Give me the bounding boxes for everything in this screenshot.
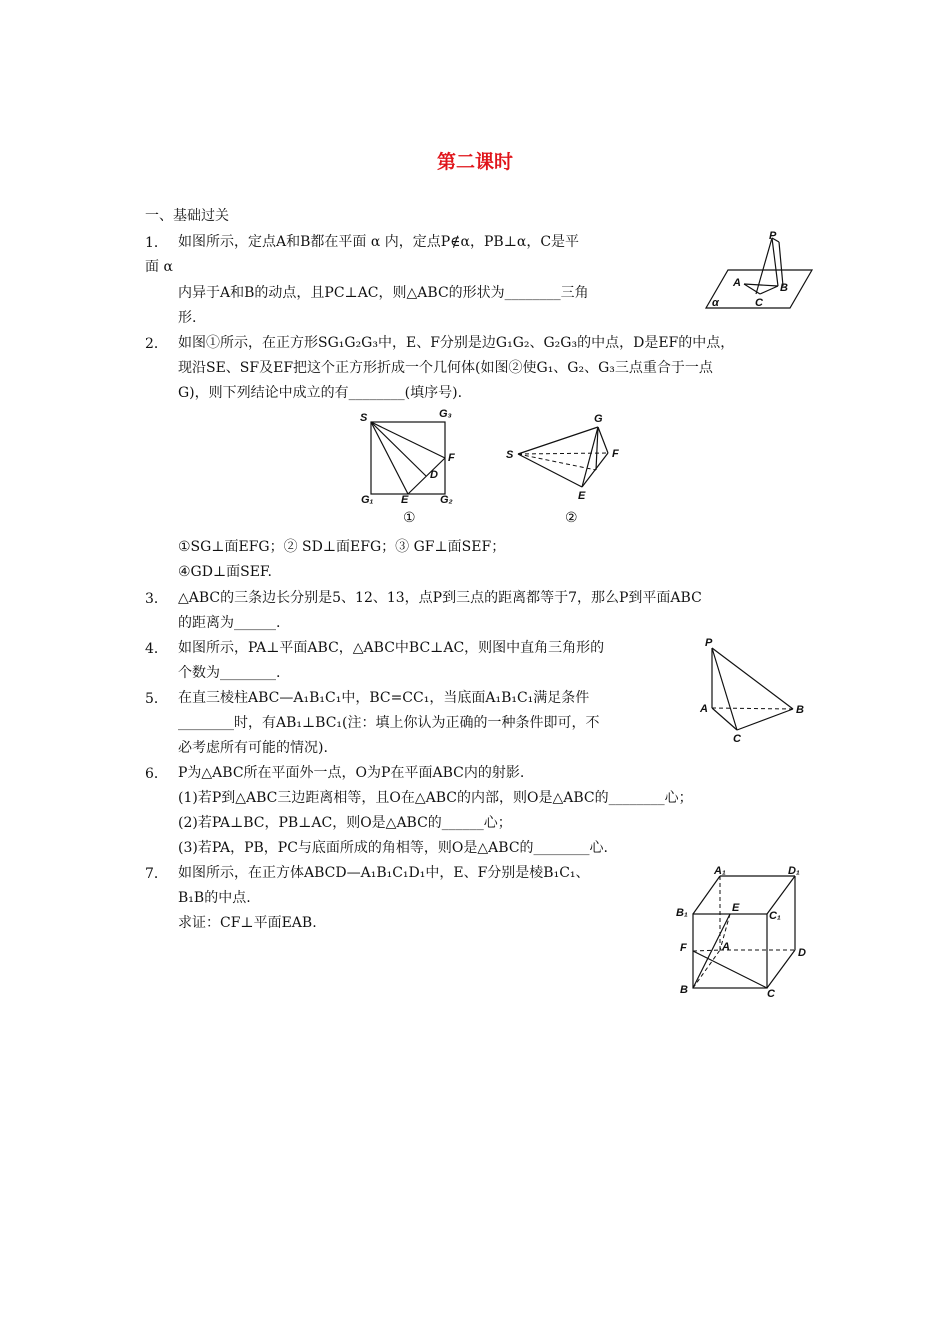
q2-number: 2． [145, 336, 168, 352]
f1-label-alpha: α [712, 297, 719, 309]
q2-line-2: 现沿SE、SF及EF把这个正方形折成一个几何体(如图②使G₁、G₂、G₃三点重合于一点 [178, 360, 713, 376]
f5-label-b: B [680, 984, 688, 996]
figure-pyramid-pabc [697, 633, 812, 748]
f4-label-b: B [796, 704, 804, 716]
f5-label-f: F [680, 942, 687, 954]
q4-line-2: 个数为________. [178, 665, 281, 681]
q6-number: 6． [145, 766, 168, 782]
q5-line-2: ________时，有AB₁⊥BC₁(注：填上你认为正确的一种条件即可，不 [178, 715, 600, 731]
q4-number: 4． [145, 641, 168, 657]
figure-folded-tetrahedron [502, 408, 632, 503]
f1-label-a: A [733, 277, 741, 289]
f5-label-d: D [798, 947, 806, 959]
page-title: 第二课时 [436, 151, 513, 173]
f4-label-c: C [733, 733, 741, 745]
f5-label-c: C [767, 988, 775, 1000]
q2-options-2: ④GD⊥面SEF. [178, 564, 272, 580]
q5-number: 5． [145, 691, 168, 707]
q7-line-3: 求证：CF⊥平面EAB. [178, 915, 317, 931]
f5-label-d1: D₁ [788, 865, 800, 877]
q1-number: 1． [145, 235, 168, 251]
q4-line-1: 如图所示，PA⊥平面ABC，△ABC中BC⊥AC，则图中直角三角形的 [178, 640, 605, 656]
f3-label-g: G [594, 413, 603, 425]
section-heading: 一、基础过关 [145, 208, 229, 224]
figure-2-caption: ② [565, 510, 578, 526]
f3-label-s: S [506, 449, 514, 461]
f5-label-a1: A₁ [714, 865, 726, 877]
q2-line-1: 如图①所示，在正方形SG₁G₂G₃中，E、F分别是边G₁G₂、G₂G₃的中点，D是EF的中点， [178, 335, 735, 351]
f1-label-b: B [780, 282, 788, 294]
figure-plane-alpha [700, 228, 815, 318]
q1-line-3: 内异于A和B的动点，且PC⊥AC，则△ABC的形状为________三角 [178, 285, 589, 301]
figure-square-unfolded [356, 405, 466, 510]
f5-label-c1: C₁ [769, 910, 781, 922]
q1-line-4: 形. [178, 310, 197, 326]
f2-label-f: F [448, 452, 455, 464]
f1-label-p: P [769, 230, 777, 242]
f1-label-c: C [755, 297, 763, 309]
figure-cube [672, 862, 812, 1002]
f3-label-f: F [612, 448, 619, 460]
q6-line-4: (3)若PA，PB，PC与底面所成的角相等，则O是△ABC的________心. [178, 840, 608, 856]
q7-number: 7． [145, 866, 168, 882]
f4-label-a: A [700, 703, 708, 715]
f3-label-e: E [578, 490, 586, 502]
q6-line-1: P为△ABC所在平面外一点，O为P在平面ABC内的射影. [178, 765, 525, 781]
f5-label-e: E [732, 902, 740, 914]
f2-label-d: D [430, 469, 438, 481]
figure-1-caption: ① [403, 510, 416, 526]
f2-label-g3: G₃ [439, 408, 452, 420]
f5-label-b1: B₁ [676, 907, 688, 919]
q1-line-2: 面 α [145, 259, 173, 275]
q3-line-2: 的距离为______. [178, 615, 281, 631]
f2-label-e: E [401, 494, 409, 506]
q3-line-1: △ABC的三条边长分别是5、12、13，点P到三点的距离都等于7，那么P到平面ABC [178, 590, 702, 606]
q2-line-3: G)，则下列结论中成立的有________(填序号). [178, 385, 463, 401]
f2-label-g1: G₁ [361, 494, 374, 506]
q1-line-1: 如图所示，定点A和B都在平面 α 内，定点P∉α，PB⊥α，C是平 [178, 234, 580, 250]
f2-label-g2: G₂ [440, 494, 453, 506]
q7-line-2: B₁B的中点. [178, 890, 251, 906]
f4-label-p: P [705, 637, 713, 649]
q6-line-2: (1)若P到△ABC三边距离相等，且O在△ABC的内部，则O是△ABC的________心； [178, 790, 693, 806]
f5-label-a: A [722, 941, 730, 953]
q3-number: 3． [145, 591, 168, 607]
q5-line-3: 必考虑所有可能的情况). [178, 740, 328, 756]
q5-line-1: 在直三棱柱ABC—A₁B₁C₁中，BC=CC₁，当底面A₁B₁C₁满足条件 [178, 690, 590, 706]
f2-label-s: S [360, 412, 368, 424]
q6-line-3: (2)若PA⊥BC，PB⊥AC，则O是△ABC的______心； [178, 815, 512, 831]
q7-line-1: 如图所示，在正方体ABCD—A₁B₁C₁D₁中，E、F分别是棱B₁C₁、 [178, 865, 590, 881]
q2-options-1: ①SG⊥面EFG；② SD⊥面EFG；③ GF⊥面SEF； [178, 539, 506, 555]
